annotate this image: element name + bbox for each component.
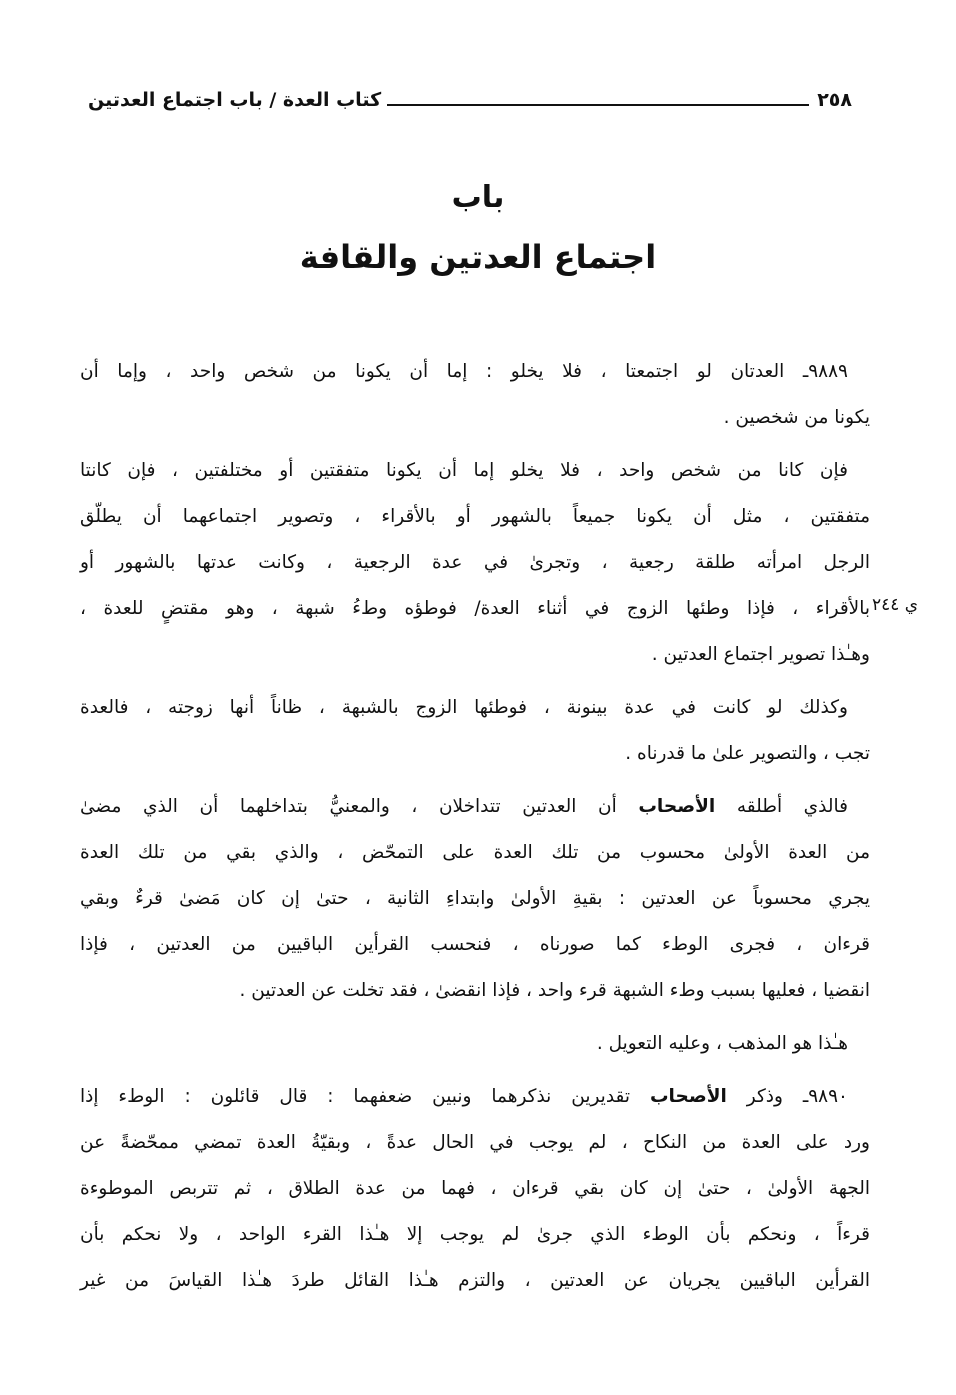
text-line (80, 731, 870, 777)
text-segment: قرءاً ، ونحكم بأن الوطء الذي جرىٰ لم يوجب إلا هـٰذا القرء الواحد ، ولا نحكم بأن (80, 1224, 870, 1245)
text-line (80, 494, 870, 540)
text-segment: هـٰذا هو المذهب ، وعليه التعويل . (596, 1033, 848, 1054)
chapter-title: اجتماع العدتين والقافة (299, 238, 657, 276)
text-segment: وكذلك لو كانت في عدة بينونة ، فوطئها الزوج بالشبهة ، ظاناً أنها زوجته ، فالعدة (80, 697, 848, 718)
text-segment: القرأين الباقيين يجريان عن العدتين ، والتزم هـٰذا القائل طردَ هـٰذا القياسَ من غير (80, 1270, 870, 1291)
text-line (80, 586, 870, 632)
paragraph (80, 448, 870, 678)
text-line (80, 448, 870, 494)
paragraph (80, 1074, 870, 1304)
bold-term: الأصحاب (638, 796, 716, 817)
text-line (80, 1258, 870, 1304)
manuscript-folio-note: ي ٢٤٤ (872, 595, 919, 615)
text-line (80, 395, 870, 441)
header-rule (387, 104, 809, 106)
text-segment: تجب ، والتصوير علىٰ ما قدرناه . (625, 743, 870, 764)
text-segment: انقضيا ، فعليها بسبب وطء الشبهة قرء واحد ، فإذا انقضىٰ ، فقد تخلت عن العدتين . (239, 980, 870, 1001)
text-line (80, 1212, 870, 1258)
text-line (80, 349, 870, 395)
paragraph (80, 349, 870, 441)
paragraph (80, 685, 870, 777)
paragraph (80, 1021, 870, 1067)
text-line (80, 632, 870, 678)
text-line (80, 968, 870, 1014)
text-segment: يكونا من شخصين . (723, 407, 870, 428)
text-segment: متفقتين ، مثل أن يكونا جميعاً بالشهور أو بالأقراء ، وتصوير اجتماعهما أن يطلّق (80, 506, 870, 527)
text-segment: ٩٨٨٩ـ العدتان لو اجتمعتا ، فلا يخلو : إما أن يكونا من شخص واحد ، وإما أن (80, 361, 848, 382)
paragraph (80, 784, 870, 1014)
text-segment: بالأقراء ، فإذا وطئها الزوج في أثناء العدة/ فوطؤه وطءُ شبهة ، وهو مقتضٍ للعدة ، (80, 598, 870, 619)
text-segment: ورد على العدة من النكاح ، لم يوجب في الحال عدةً ، وبقيّةُ العدة تمضي ممحّضةً عن (80, 1132, 870, 1153)
text-segment: فإن كانا من شخص واحد ، فلا يخلو إما أن يكونا متفقتين أو مختلفتين ، فإن كانتا (80, 460, 848, 481)
text-line (80, 922, 870, 968)
text-segment: ٩٨٩٠ـ وذكر (726, 1086, 848, 1107)
text-line (80, 1074, 870, 1120)
running-header (88, 80, 852, 120)
text-line (80, 876, 870, 922)
running-title: كتاب العدة / باب اجتماع العدتين (88, 89, 382, 111)
text-segment: من العدة الأولىٰ محسوب من تلك العدة على التمحّض ، والذي بقي من تلك العدة (80, 842, 870, 863)
text-segment: يجري محسوباً عن العدتين : بقيةِ الأولىٰ وابتداءِ الثانية ، حتىٰ إن كان مَضىٰ قرءٌ وبقي (80, 888, 870, 909)
text-line (80, 540, 870, 586)
text-segment: الجهة الأولىٰ ، حتىٰ إن كان بقي قرءان ، فهما من عدة الطلاق ، ثم تتربص الموطوءة (80, 1178, 870, 1199)
text-line (80, 1120, 870, 1166)
text-segment: وهـٰذا تصوير اجتماع العدتين . (651, 644, 870, 665)
text-line (80, 784, 870, 830)
chapter-label: باب (451, 180, 505, 215)
text-segment: فالذي أطلقه (715, 796, 848, 817)
bold-term: الأصحاب (649, 1086, 727, 1107)
text-segment: أن العدتين تتداخلان ، والمعنيُّ بتداخلهما أن الذي مضىٰ (80, 796, 639, 817)
text-segment: تقديرين نذكرهما ونبين ضعفهما : قال قائلون : الوطء إذا (80, 1086, 650, 1107)
text-segment: قرءان ، فجرى الوطء كما صورناه ، فنحسب القرأين الباقيين من العدتين ، فإذا (80, 934, 870, 955)
body-text (80, 342, 870, 1304)
text-line (80, 685, 870, 731)
text-line (80, 830, 870, 876)
text-line (80, 1166, 870, 1212)
page-number: ٢٥٨ (817, 89, 852, 111)
text-segment: الرجل امرأته طلقة رجعية ، وتجرىٰ في عدة الرجعية ، وكانت عدتها بالشهور أو (80, 552, 870, 573)
text-line (80, 1021, 870, 1067)
